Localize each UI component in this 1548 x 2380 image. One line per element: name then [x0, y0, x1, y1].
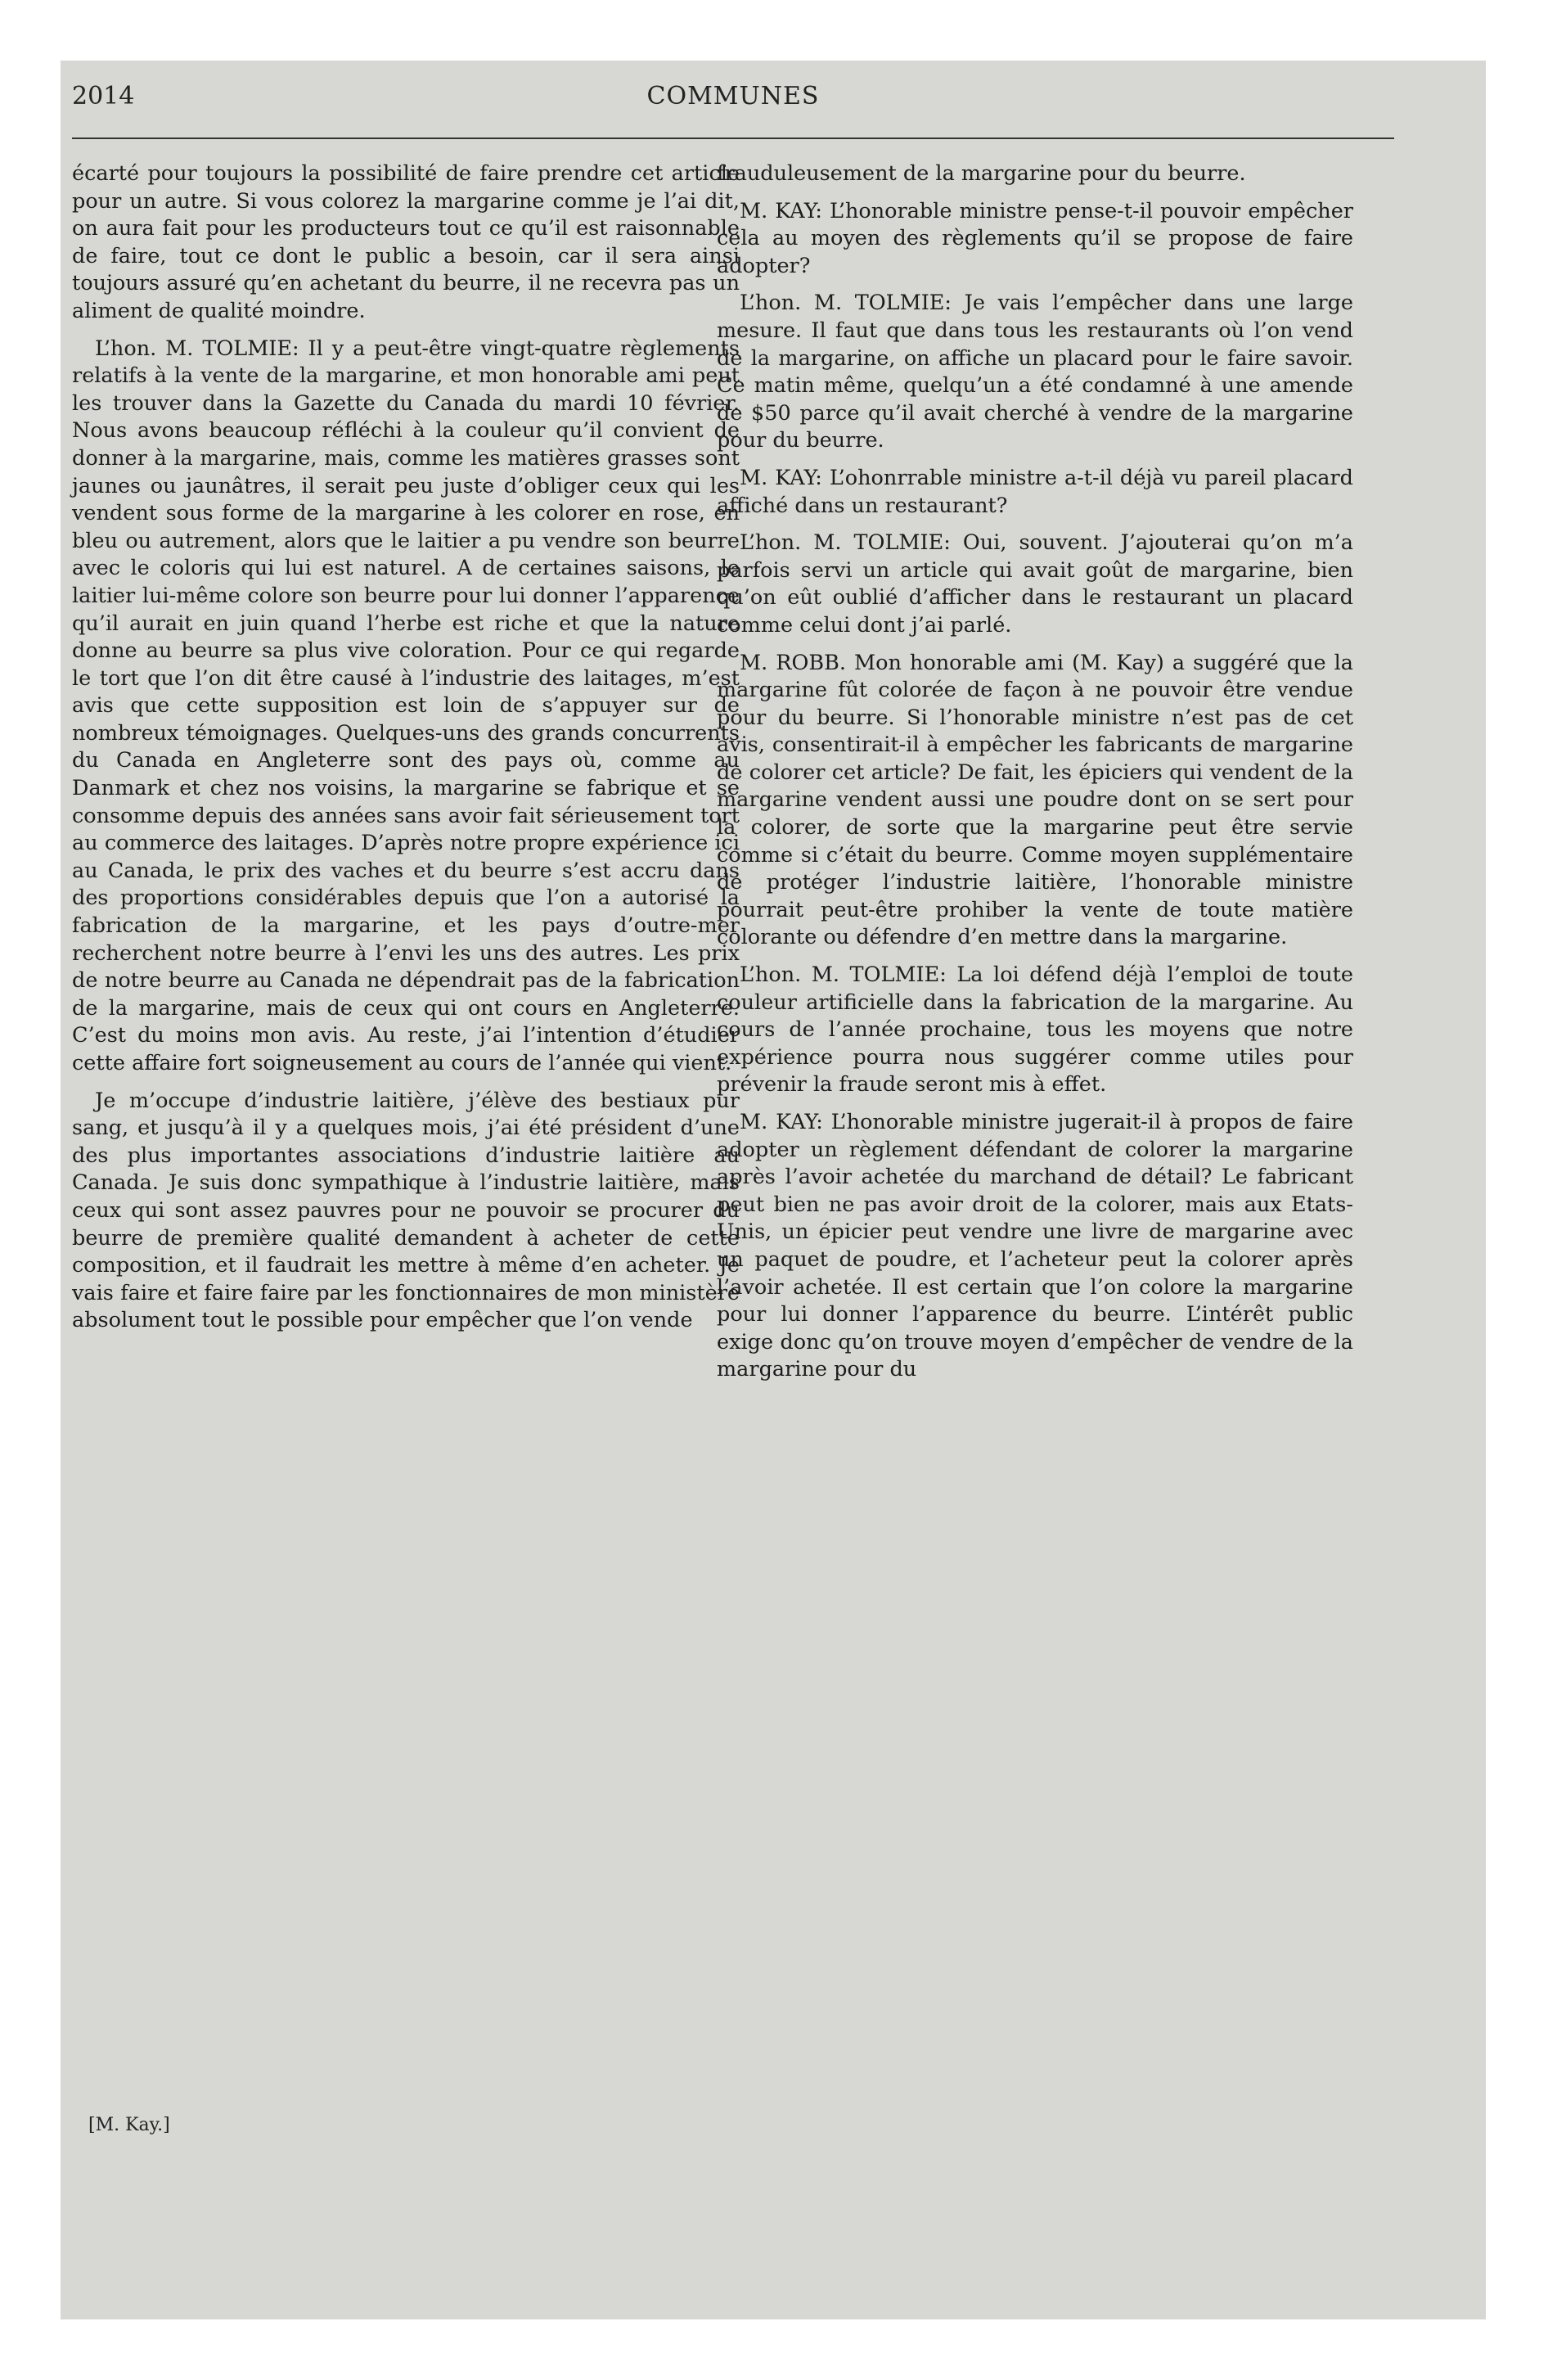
paragraph: écarté pour toujours la possibilité de faire prendre cet article pour un autre. Si vous colorez la margarine comme je l’ai dit, on aura fait pour les producteurs tout ce qu’il est raisonnable de faire, tout ce dont le public a besoin, car il sera ainsi toujours assuré qu’en achetant du beurre, il ne recevra pas un aliment de qualité moindre. [72, 161, 740, 323]
paragraph: M. ROBB. Mon honorable ami (M. Kay) a suggéré que la margarine fût colorée de façon à ne pouvoir être vendue pour du beurre. Si l’honorable ministre n’est pas de cet avis, consentirait-il à empêcher les fabricants de margarine de colorer cet article? De fait, les épiciers qui vendent de la margarine vendent aussi une poudre dont on se sert pour la colorer, de sorte que la margarine peut être servie comme si c’était du beurre. Comme moyen supplémentaire de protéger l’industrie laitière, l’honorable ministre pourrait peut-être prohiber la vente de toute matière colorante ou défendre d’en mettre dans la margarine. [717, 650, 1353, 950]
paragraph: L’hon. M. TOLMIE: Je vais l’empêcher dans une large mesure. Il faut que dans tous les restaurants où l’on vend de la margarine, on affiche un placard pour le faire savoir. Ce matin même, quelqu’un a été condamné à une amende de $50 parce qu’il avait cherché à vendre de la margarine pour du beurre. [717, 291, 1353, 453]
paragraph: M. KAY: L’honorable ministre pense-t-il pouvoir empêcher cela au moyen des règlements qu’il se propose de faire adopter? [717, 198, 1353, 278]
running-head: COMMUNES [646, 82, 820, 110]
page-header [72, 82, 1394, 123]
paragraph: L’hon. M. TOLMIE: La loi défend déjà l’emploi de toute couleur artificielle dans la fabrication de la margarine. Au cours de l’année prochaine, tous les moyens que notre expérience pourra nous suggérer comme utiles pour prévenir la fraude seront mis à effet. [717, 962, 1353, 1098]
right-column [717, 160, 1353, 1394]
paragraph: frauduleusement de la margarine pour du beurre. [717, 161, 1246, 186]
header-rule [72, 137, 1394, 139]
paragraph: Je m’occupe d’industrie laitière, j’élève des bestiaux pur sang, et jusqu’à il y a quelques mois, j’ai été président d’une des plus importantes associations d’industrie laitière au Canada. Je suis donc sympathique à l’industrie laitière, mais ceux qui sont assez pauvres pour ne pouvoir se procurer du beurre de première qualité demandent à acheter de cette composition, et il faudrait les mettre à même d’en acheter. Je vais faire et faire faire par les fonctionnaires de mon ministère absolument tout le possible pour empêcher que l’on vende [72, 1088, 740, 1333]
paragraph: M. KAY: L’honorable ministre jugerait-il à propos de faire adopter un règlement défendant de colorer la margarine après l’avoir achetée du marchand de détail? Le fabricant peut bien ne pas avoir droit de la colorer, mais aux Etats-Unis, un épicier peut vendre une livre de margarine avec un paquet de poudre, et l’acheteur peut la colorer après l’avoir achetée. Il est certain que l’on colore la margarine pour lui donner l’apparence du beurre. L’intérêt public exige donc qu’on trouve moyen d’empêcher de vendre de la margarine pour du [717, 1110, 1353, 1382]
paragraph: L’hon. M. TOLMIE: Oui, souvent. J’ajouterai qu’on m’a parfois servi un article qui avait goût de margarine, bien qu’on eût oublié d’afficher dans le restaurant un placard comme celui dont j’ai parlé. [717, 530, 1353, 638]
paragraph: L’hon. M. TOLMIE: Il y a peut-être vingt-quatre règlements relatifs à la vente de la margarine, et mon honorable ami peut les trouver dans la Gazette du Canada du mardi 10 février. Nous avons beaucoup réfléchi à la couleur qu’il convient de donner à la margarine, mais, comme les matières grasses sont jaunes ou jaunâtres, il serait peu juste d’obliger ceux qui les vendent sous forme de la margarine à les colorer en rose, en bleu ou autrement, alors que le laitier a pu vendre son beurre avec le coloris qui lui est naturel. A de certaines saisons, le laitier lui-même colore son beurre pour lui donner l’apparence qu’il aurait en juin quand l’herbe est riche et que la nature donne au beurre sa plus vive coloration. Pour ce qui regarde le tort que l’on dit être causé à l’industrie des laitages, m’est avis que cette supposition est loin de s’appuyer sur de nombreux témoignages. Quelques-uns des grands concurrents du Canada en Angleterre sont des pays où, comme au Danmark et chez nos voisins, la margarine se fabrique et se consomme depuis des années sans avoir fait sérieusement tort au commerce des laitages. D’après notre propre expérience ici au Canada, le prix des vaches et du beurre s’est accru dans des proportions considérables depuis que l’on a autorisé la fabrication de la margarine, et les pays d’outre-mer recherchent notre beurre à l’envi les uns des autres. Les prix de notre beurre au Canada ne dépendrait pas de la fabrication de la margarine, mais de ceux qui ont cours en Angleterre. C’est du moins mon avis. Au reste, j’ai l’intention d’étudier cette affaire fort soigneusement au cours de l’année qui vient. [72, 336, 740, 1075]
paragraph: M. KAY: L’ohonrrable ministre a-t-il déjà vu pareil placard affiché dans un restaurant? [717, 465, 1353, 518]
page-number: 2014 [72, 82, 135, 110]
speaker-footer: [M. Kay.] [88, 2115, 170, 2135]
left-column [72, 160, 740, 1345]
